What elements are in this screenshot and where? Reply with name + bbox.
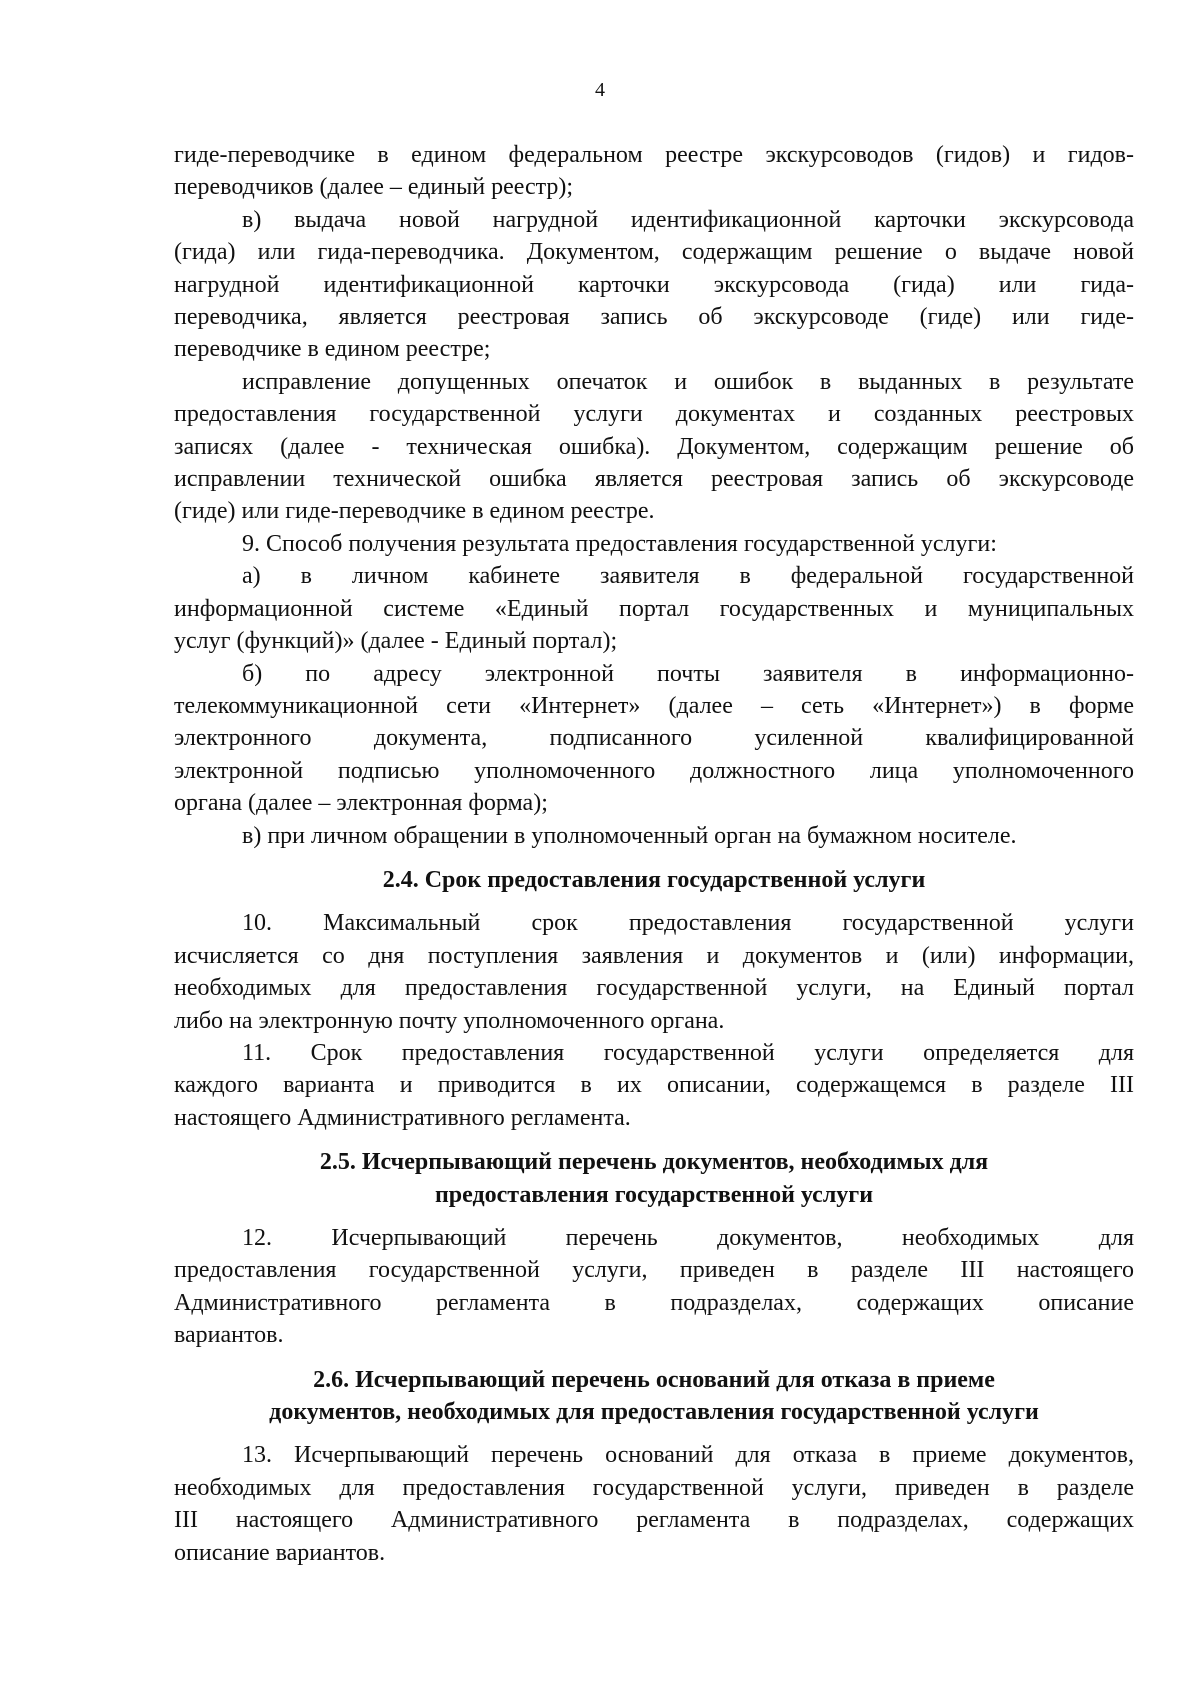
paragraph: [174, 1037, 1134, 1134]
text-line: Административного регламента в подразделах, содержащих описание: [174, 1289, 1134, 1316]
text-line: 9. Способ получения результата предоставления государственной услуги:: [242, 530, 997, 557]
text-line: телекоммуникационной сети «Интернет» (далее – сеть «Интернет») в форме: [174, 692, 1134, 719]
text-line: либо на электронную почту уполномоченного органа.: [174, 1007, 725, 1034]
text-line: 13. Исчерпывающий перечень оснований для отказа в приеме документов,: [242, 1442, 1134, 1469]
paragraph: [174, 528, 1134, 560]
text-line: необходимых для предоставления государственной услуги, на Единый портал: [174, 975, 1134, 1002]
paragraph: [174, 1222, 1134, 1352]
paragraph: [174, 139, 1134, 204]
heading-line: предоставления государственной услуги: [434, 1181, 874, 1208]
paragraph: [174, 366, 1134, 528]
paragraph: [174, 1439, 1134, 1569]
text-line: (гиде) или гиде-переводчике в едином реестре.: [174, 498, 655, 525]
text-line: исчисляется со дня поступления заявления и документов и (или) информации,: [174, 942, 1134, 969]
text-line: органа (далее – электронная форма);: [174, 790, 548, 817]
section-heading: [174, 864, 1134, 896]
text-line: электронного документа, подписанного усиленной квалифицированной: [174, 725, 1134, 752]
paragraph: [174, 907, 1134, 1037]
text-line: переводчика, является реестровая запись об экскурсоводе (гиде) или гиде-: [174, 304, 1134, 331]
text-line: (гида) или гида-переводчика. Документом, содержащим решение о выдаче новой: [174, 239, 1134, 266]
page-number: 4: [595, 79, 605, 101]
text-line: а) в личном кабинете заявителя в федеральной государственной: [242, 563, 1134, 590]
text-line: III настоящего Административного регламента в подразделах, содержащих: [174, 1507, 1134, 1534]
heading-line: 2.4. Срок предоставления государственной услуги: [382, 866, 926, 893]
heading-line: 2.5. Исчерпывающий перечень документов, необходимых для: [319, 1149, 989, 1176]
text-line: 11. Срок предоставления государственной услуги определяется для: [242, 1039, 1134, 1066]
text-line: услуг (функций)» (далее - Единый портал);: [174, 628, 618, 655]
text-line: предоставления государственной услуги, приведен в разделе III настоящего: [174, 1257, 1134, 1284]
text-line: в) при личном обращении в уполномоченный орган на бумажном носителе.: [242, 822, 1017, 849]
paragraph: [174, 658, 1134, 820]
heading-line: 2.6. Исчерпывающий перечень оснований для отказа в приеме: [313, 1366, 995, 1393]
text-line: переводчиков (далее – единый реестр);: [174, 174, 574, 201]
text-line: исправление допущенных опечаток и ошибок в выданных в результате: [242, 368, 1134, 395]
document-body: [174, 139, 1134, 1569]
text-line: вариантов.: [174, 1322, 284, 1349]
text-line: нагрудной идентификационной карточки экскурсовода (гида) или гида-: [174, 271, 1134, 298]
text-line: информационной системе «Единый портал государственных и муниципальных: [174, 595, 1134, 622]
section-heading: [174, 1146, 1134, 1211]
text-line: 12. Исчерпывающий перечень документов, необходимых для: [242, 1225, 1134, 1251]
text-line: в) выдача новой нагрудной идентификационной карточки экскурсовода: [242, 206, 1134, 233]
paragraph: [174, 560, 1134, 657]
paragraph: [174, 204, 1134, 366]
text-line: необходимых для предоставления государственной услуги, приведен в разделе: [174, 1474, 1134, 1501]
text-line: исправлении технической ошибка является реестровая запись об экскурсоводе: [174, 466, 1134, 493]
text-line: записях (далее - техническая ошибка). Документом, содержащим решение об: [174, 433, 1134, 460]
text-line: электронной подписью уполномоченного должностного лица уполномоченного: [174, 757, 1134, 784]
text-line: предоставления государственной услуги документах и созданных реестровых: [174, 401, 1134, 428]
text-line: б) по адресу электронной почты заявителя в информационно-: [242, 660, 1134, 687]
text-line: 10. Максимальный срок предоставления государственной услуги: [242, 910, 1134, 937]
text-line: настоящего Административного регламента.: [174, 1104, 631, 1131]
text-line: переводчике в едином реестре;: [174, 336, 491, 363]
text-line: каждого варианта и приводится в их описании, содержащемся в разделе III: [174, 1072, 1134, 1099]
heading-line: документов, необходимых для предоставления государственной услуги: [269, 1399, 1039, 1426]
section-heading: [174, 1364, 1134, 1429]
text-line: гиде-переводчике в едином федеральном реестре экскурсоводов (гидов) и гидов-: [174, 142, 1134, 168]
paragraph: [174, 820, 1134, 852]
text-line: описание вариантов.: [174, 1539, 386, 1566]
